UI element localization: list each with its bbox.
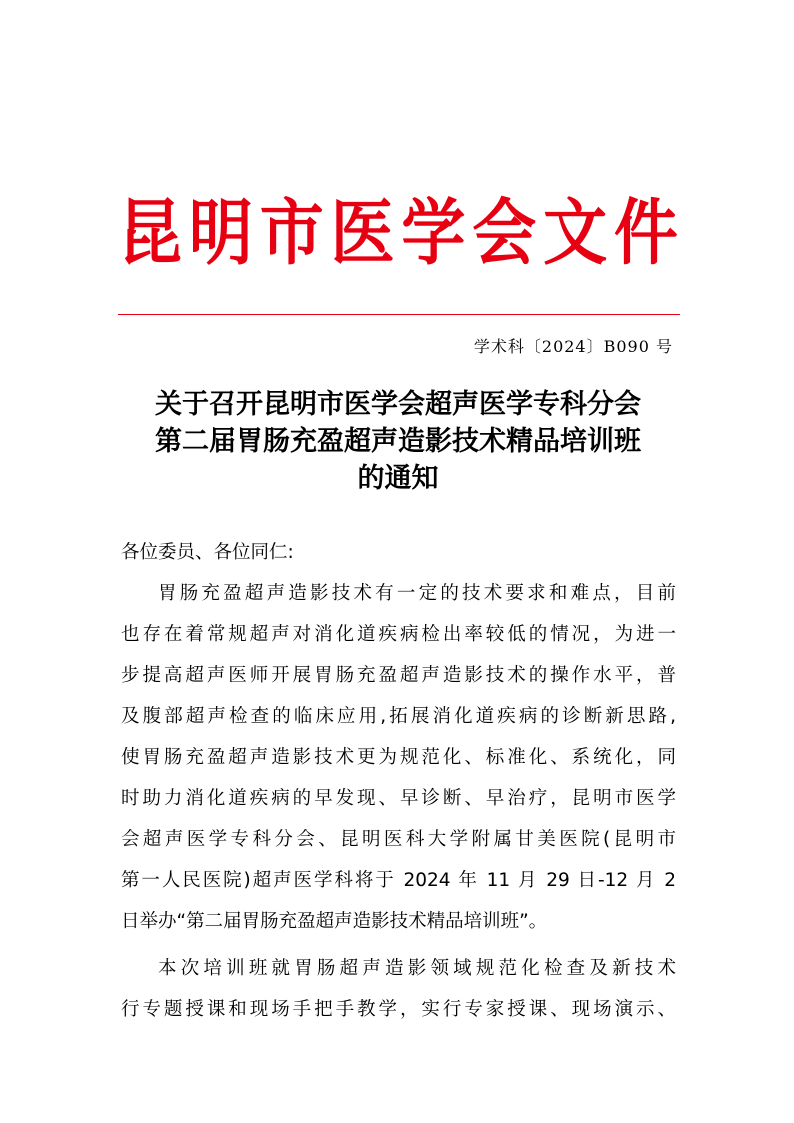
paragraph-line: 行专题授课和现场手把手教学，实行专家授课、现场演示、 — [121, 999, 676, 1020]
masthead-char: 会 — [472, 192, 537, 276]
masthead-char: 学 — [401, 192, 466, 276]
red-divider-line — [118, 314, 680, 315]
paragraph-line: 使胃肠充盈超声造影技术更为规范化、标准化、系统化，同 — [121, 747, 676, 768]
masthead-char: 件 — [613, 192, 678, 276]
title-line: 的通知 — [357, 463, 439, 494]
title-line: 关于召开昆明市医学会超声医学专科分会 — [155, 389, 641, 420]
paragraph-line: 日举办“第二届胃肠充盈超声造影技术精品培训班”。 — [121, 911, 548, 932]
masthead-char: 市 — [259, 192, 324, 276]
paragraph-line: 会超声医学专科分会、昆明医科大学附属甘美医院(昆明市 — [121, 829, 676, 850]
paragraph-line: 也存在着常规超声对消化道疾病检出率较低的情况，为进一 — [121, 624, 676, 645]
masthead — [118, 186, 678, 282]
paragraph-line: 时助力消化道疾病的早发现、早诊断、早治疗，昆明市医学 — [121, 788, 676, 809]
masthead-char: 医 — [330, 192, 395, 276]
salutation: 各位委员、各位同仁: — [121, 542, 294, 563]
title-line: 第二届胃肠充盈超声造影技术精品培训班 — [155, 426, 641, 457]
document-title — [118, 386, 678, 497]
masthead-char: 明 — [188, 192, 253, 276]
paragraph-line: 胃肠充盈超声造影技术有一定的技术要求和难点，目前 — [158, 583, 676, 604]
body-paragraph-1 — [121, 573, 676, 942]
body-paragraph-2 — [121, 948, 676, 1030]
masthead-char: 昆 — [118, 192, 182, 276]
masthead-char: 文 — [543, 192, 608, 276]
paragraph-line: 第一人民医院)超声医学科将于 2024 年 11 月 29 日-12 月 2 — [121, 870, 676, 891]
paragraph-line: 步提高超声医师开展胃肠充盈超声造影技术的操作水平，普 — [121, 665, 676, 686]
paragraph-line: 及腹部超声检查的临床应用,拓展消化道疾病的诊断新思路, — [121, 706, 676, 727]
paragraph-line: 本次培训班就胃肠超声造影领域规范化检查及新技术 — [158, 958, 676, 979]
document-number: 学术科〔2024〕B090 号 — [473, 337, 673, 356]
